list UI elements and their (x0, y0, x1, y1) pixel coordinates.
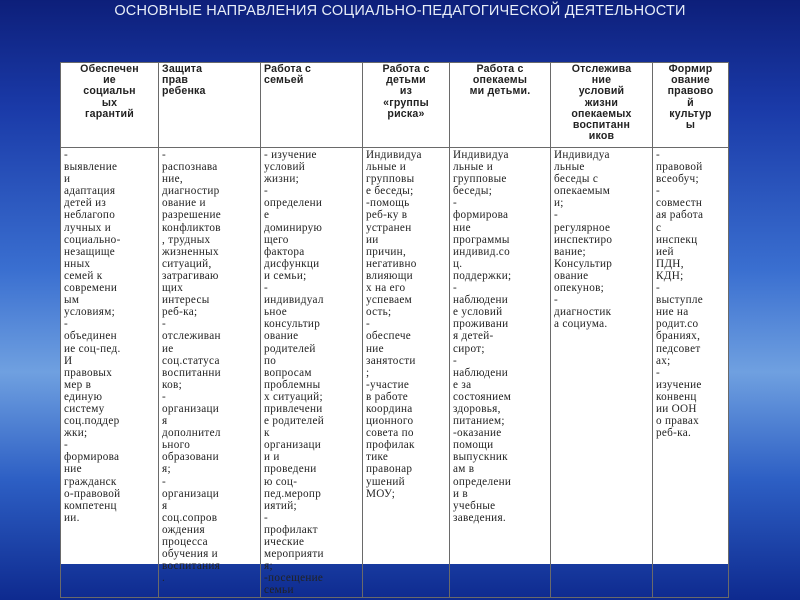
directions-table-sheet (60, 62, 728, 597)
cell-legal-culture: - правовой всеобуч; - совместн ая работа с инспекц ией ПДН, КДН; - выступле ние на родит.со браниях, педсовет ах; - изучение конвенц ии ООН о правах реб-ка. (653, 148, 729, 598)
header-child-rights: Защита прав ребенка (159, 63, 261, 148)
cell-guardianship: Индивидуа льные и групповые беседы; - формирова ние программы индивид.со ц. поддержки; - наблюдени е условий проживани я детей- сирот; - наблюдени е за состоянием здоровья, питанием; -оказание помощи выпускник ам в определени и в учебные заведения. (450, 148, 551, 598)
header-guardianship: Работа с опекаемы ми детьми. (450, 63, 551, 148)
table-row (61, 148, 729, 598)
header-social-guarantees: Обеспечен ие социальн ых гарантий (61, 63, 159, 148)
cell-child-rights: - распознава ние, диагностир ование и разрешение конфликтов , трудных жизненных ситуаций, затрагиваю щих интересы реб-ка; - отслеживан ие соц.статуса воспитанни ков; - организаци я дополнител ьного образовани я; - организаци я соц.сопров ождения процесса обучения и воспитания . (159, 148, 261, 598)
cell-risk-group: Индивидуа льные и групповы е беседы; -помощь реб-ку в устранен ии причин, негативно влияющи х на его успеваем ость; - обеспече ние занятости ; -участие в работе координа ционного совета по профилак тике правонар ушений МОУ; (363, 148, 450, 598)
header-family-work: Работа с семьей (261, 63, 363, 148)
page-title: ОСНОВНЫЕ НАПРАВЛЕНИЯ СОЦИАЛЬНО-ПЕДАГОГИЧЕСКОЙ ДЕЯТЕЛЬНОСТИ (114, 3, 686, 19)
header-risk-group: Работа с детьми из «группы риска» (363, 63, 450, 148)
header-legal-culture: Формир ование правово й культур ы (653, 63, 729, 148)
directions-table (60, 62, 729, 598)
cell-family-work: - изучение условий жизни; - определени е доминирую щего фактора дисфункци и семьи; - индивидуал ьное консультир ование родителей по вопросам проблемны х ситуаций; привлечени е родителей к организаци и и проведени ю соц- пед.меропр иятий; - профилакт ические мероприяти я; -посещение семьи (261, 148, 363, 598)
table-header-row (61, 63, 729, 148)
header-living-conditions: Отслежива ние условий жизни опекаемых воспитанн иков (551, 63, 653, 148)
cell-living-conditions: Индивидуа льные беседы с опекаемым и; - регулярное инспектиро вание; Консультир ование опекунов; - диагностик а социума. (551, 148, 653, 598)
cell-social-guarantees: - выявление и адаптация детей из неблагопо лучных и социально- незащище нных семей к современи ым условиям; - объединен ие соц-пед. И правовых мер в единую систему соц.поддер жки; - формирова ние гражданск о-правовой компетенц ии. (61, 148, 159, 598)
